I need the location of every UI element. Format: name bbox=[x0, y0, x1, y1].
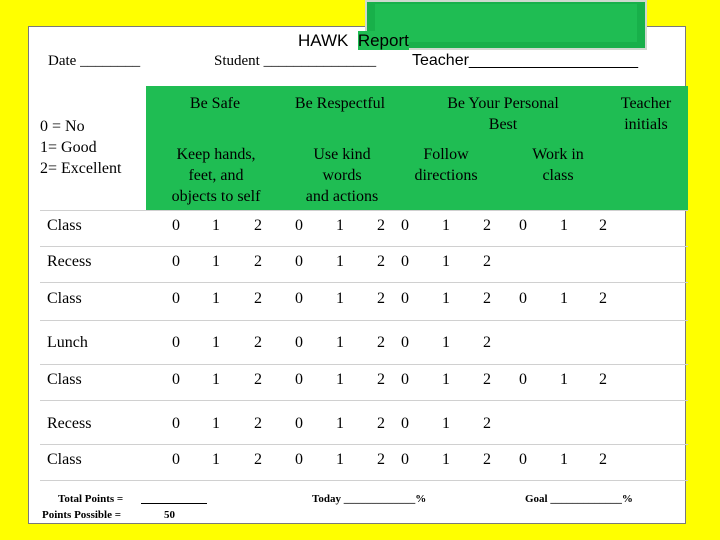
title-report: Report bbox=[357, 31, 409, 50]
score-option-work[interactable]: 1 bbox=[560, 451, 568, 468]
score-option-safe[interactable]: 1 bbox=[212, 217, 220, 234]
score-option-work[interactable]: 2 bbox=[599, 451, 607, 468]
score-option-respectful[interactable]: 1 bbox=[336, 451, 344, 468]
row-divider bbox=[40, 480, 688, 481]
sub-use-kind-line-1: Use kind bbox=[313, 146, 371, 163]
sub-use-kind-line-3: and actions bbox=[305, 188, 379, 205]
score-option-safe[interactable]: 0 bbox=[172, 451, 180, 468]
score-option-safe[interactable]: 2 bbox=[254, 371, 262, 388]
score-option-safe[interactable]: 0 bbox=[172, 217, 180, 234]
score-option-respectful[interactable]: 2 bbox=[377, 451, 385, 468]
student-field-label: Student _______________ bbox=[214, 53, 377, 69]
score-option-safe[interactable]: 2 bbox=[254, 451, 262, 468]
row-label: Class bbox=[47, 371, 82, 388]
score-option-safe[interactable]: 1 bbox=[212, 451, 220, 468]
score-option-respectful[interactable]: 0 bbox=[295, 371, 303, 388]
sub-keep-hands-line-2: feet, and bbox=[188, 167, 244, 184]
score-option-safe[interactable]: 2 bbox=[254, 217, 262, 234]
goal-percent: Goal _____________% bbox=[525, 493, 633, 505]
score-option-safe[interactable]: 0 bbox=[172, 371, 180, 388]
score-option-respectful[interactable]: 0 bbox=[295, 334, 303, 351]
points-possible-label: Points Possible = bbox=[42, 509, 121, 521]
score-option-best[interactable]: 0 bbox=[401, 334, 409, 351]
score-option-respectful[interactable]: 0 bbox=[295, 290, 303, 307]
score-option-work[interactable]: 2 bbox=[599, 290, 607, 307]
row-divider bbox=[40, 320, 688, 321]
scale-excellent: 2= Excellent bbox=[40, 160, 122, 177]
row-divider bbox=[40, 246, 688, 247]
points-possible-value: 50 bbox=[164, 509, 175, 521]
score-option-respectful[interactable]: 2 bbox=[377, 371, 385, 388]
category-be-best-line-1: Be Your Personal bbox=[447, 95, 559, 112]
score-option-safe[interactable]: 0 bbox=[172, 253, 180, 270]
teacher-initials-line-1: Teacher bbox=[620, 95, 672, 112]
row-label: Lunch bbox=[47, 334, 88, 351]
score-option-work[interactable]: 1 bbox=[560, 217, 568, 234]
score-option-best[interactable]: 0 bbox=[401, 451, 409, 468]
score-option-best[interactable]: 0 bbox=[401, 415, 409, 432]
sub-follow bbox=[396, 144, 496, 186]
score-option-respectful[interactable]: 1 bbox=[336, 253, 344, 270]
score-option-best[interactable]: 2 bbox=[483, 290, 491, 307]
score-option-respectful[interactable]: 2 bbox=[377, 290, 385, 307]
score-option-safe[interactable]: 2 bbox=[254, 334, 262, 351]
score-option-best[interactable]: 1 bbox=[442, 451, 450, 468]
row-label: Recess bbox=[47, 415, 92, 432]
sub-keep-hands-line-3: objects to self bbox=[171, 188, 261, 205]
score-option-safe[interactable]: 0 bbox=[172, 290, 180, 307]
score-option-respectful[interactable]: 1 bbox=[336, 290, 344, 307]
row-label: Class bbox=[47, 451, 82, 468]
score-option-respectful[interactable]: 1 bbox=[336, 371, 344, 388]
score-option-safe[interactable]: 1 bbox=[212, 253, 220, 270]
row-divider bbox=[40, 364, 688, 365]
total-points-label: Total Points = bbox=[58, 493, 124, 505]
score-option-safe[interactable]: 2 bbox=[254, 290, 262, 307]
sub-work-in-class-line-1: Work in bbox=[532, 146, 584, 163]
score-option-work[interactable]: 0 bbox=[519, 217, 527, 234]
category-be-best-line-2: Best bbox=[488, 116, 518, 133]
category-be-best bbox=[420, 93, 586, 135]
sub-keep-hands-line-1: Keep hands, bbox=[176, 146, 256, 163]
score-option-work[interactable]: 2 bbox=[599, 371, 607, 388]
score-option-work[interactable]: 1 bbox=[560, 371, 568, 388]
score-option-best[interactable]: 2 bbox=[483, 371, 491, 388]
score-option-best[interactable]: 1 bbox=[442, 290, 450, 307]
sub-work-in-class-line-2: class bbox=[542, 167, 574, 184]
score-option-safe[interactable]: 1 bbox=[212, 334, 220, 351]
score-option-work[interactable]: 0 bbox=[519, 451, 527, 468]
score-option-work[interactable]: 0 bbox=[519, 371, 527, 388]
row-label: Class bbox=[47, 217, 82, 234]
score-option-best[interactable]: 0 bbox=[401, 290, 409, 307]
score-option-best[interactable]: 2 bbox=[483, 451, 491, 468]
sub-work-in-class bbox=[508, 144, 608, 186]
scale-good: 1= Good bbox=[40, 139, 97, 156]
score-option-best[interactable]: 0 bbox=[401, 253, 409, 270]
score-option-safe[interactable]: 2 bbox=[254, 415, 262, 432]
score-option-respectful[interactable]: 2 bbox=[377, 217, 385, 234]
score-option-respectful[interactable]: 1 bbox=[336, 334, 344, 351]
score-option-safe[interactable]: 0 bbox=[172, 415, 180, 432]
row-divider bbox=[40, 282, 688, 283]
title-hawk: HAWK bbox=[298, 31, 349, 50]
score-option-work[interactable]: 0 bbox=[519, 290, 527, 307]
score-option-best[interactable]: 2 bbox=[483, 253, 491, 270]
score-option-work[interactable]: 1 bbox=[560, 290, 568, 307]
score-option-safe[interactable]: 0 bbox=[172, 334, 180, 351]
score-option-best[interactable]: 1 bbox=[442, 217, 450, 234]
sub-use-kind-line-2: words bbox=[322, 167, 362, 184]
score-option-respectful[interactable]: 0 bbox=[295, 451, 303, 468]
sub-follow-line-2: directions bbox=[414, 167, 478, 184]
scale-no: 0 = No bbox=[40, 118, 85, 135]
teacher-initials-line-2: initials bbox=[624, 116, 668, 133]
category-be-respectful: Be Respectful bbox=[294, 95, 386, 112]
row-label: Recess bbox=[47, 253, 92, 270]
score-option-respectful[interactable]: 1 bbox=[336, 217, 344, 234]
score-option-work[interactable]: 2 bbox=[599, 217, 607, 234]
category-be-safe: Be Safe bbox=[189, 95, 241, 112]
scale-legend bbox=[40, 116, 121, 179]
score-option-best[interactable]: 2 bbox=[483, 217, 491, 234]
score-option-safe[interactable]: 2 bbox=[254, 253, 262, 270]
score-option-best[interactable]: 2 bbox=[483, 334, 491, 351]
sub-keep-hands bbox=[148, 144, 284, 207]
row-label: Class bbox=[47, 290, 82, 307]
page-title bbox=[298, 31, 409, 51]
sub-use-kind bbox=[282, 144, 402, 207]
row-divider bbox=[40, 400, 688, 401]
score-option-respectful[interactable]: 2 bbox=[377, 253, 385, 270]
score-option-best[interactable]: 1 bbox=[442, 334, 450, 351]
score-option-respectful[interactable]: 0 bbox=[295, 415, 303, 432]
score-option-respectful[interactable]: 2 bbox=[377, 415, 385, 432]
score-option-respectful[interactable]: 1 bbox=[336, 415, 344, 432]
score-option-safe[interactable]: 1 bbox=[212, 290, 220, 307]
score-option-respectful[interactable]: 0 bbox=[295, 253, 303, 270]
total-points-line bbox=[141, 503, 207, 504]
category-teacher-initials bbox=[606, 93, 686, 135]
date-field-label: Date ________ bbox=[48, 53, 141, 69]
row-divider bbox=[40, 444, 688, 445]
score-option-safe[interactable]: 1 bbox=[212, 371, 220, 388]
sub-follow-line-1: Follow bbox=[423, 146, 469, 163]
score-option-best[interactable]: 1 bbox=[442, 371, 450, 388]
today-percent: Today _____________% bbox=[312, 493, 427, 505]
score-option-respectful[interactable]: 2 bbox=[377, 334, 385, 351]
score-option-best[interactable]: 2 bbox=[483, 415, 491, 432]
score-option-best[interactable]: 1 bbox=[442, 415, 450, 432]
score-option-best[interactable]: 0 bbox=[401, 371, 409, 388]
row-divider bbox=[40, 210, 688, 211]
teacher-field-label: Teacher___________________ bbox=[412, 52, 638, 69]
score-option-best[interactable]: 1 bbox=[442, 253, 450, 270]
score-option-best[interactable]: 0 bbox=[401, 217, 409, 234]
score-option-safe[interactable]: 1 bbox=[212, 415, 220, 432]
score-option-respectful[interactable]: 0 bbox=[295, 217, 303, 234]
